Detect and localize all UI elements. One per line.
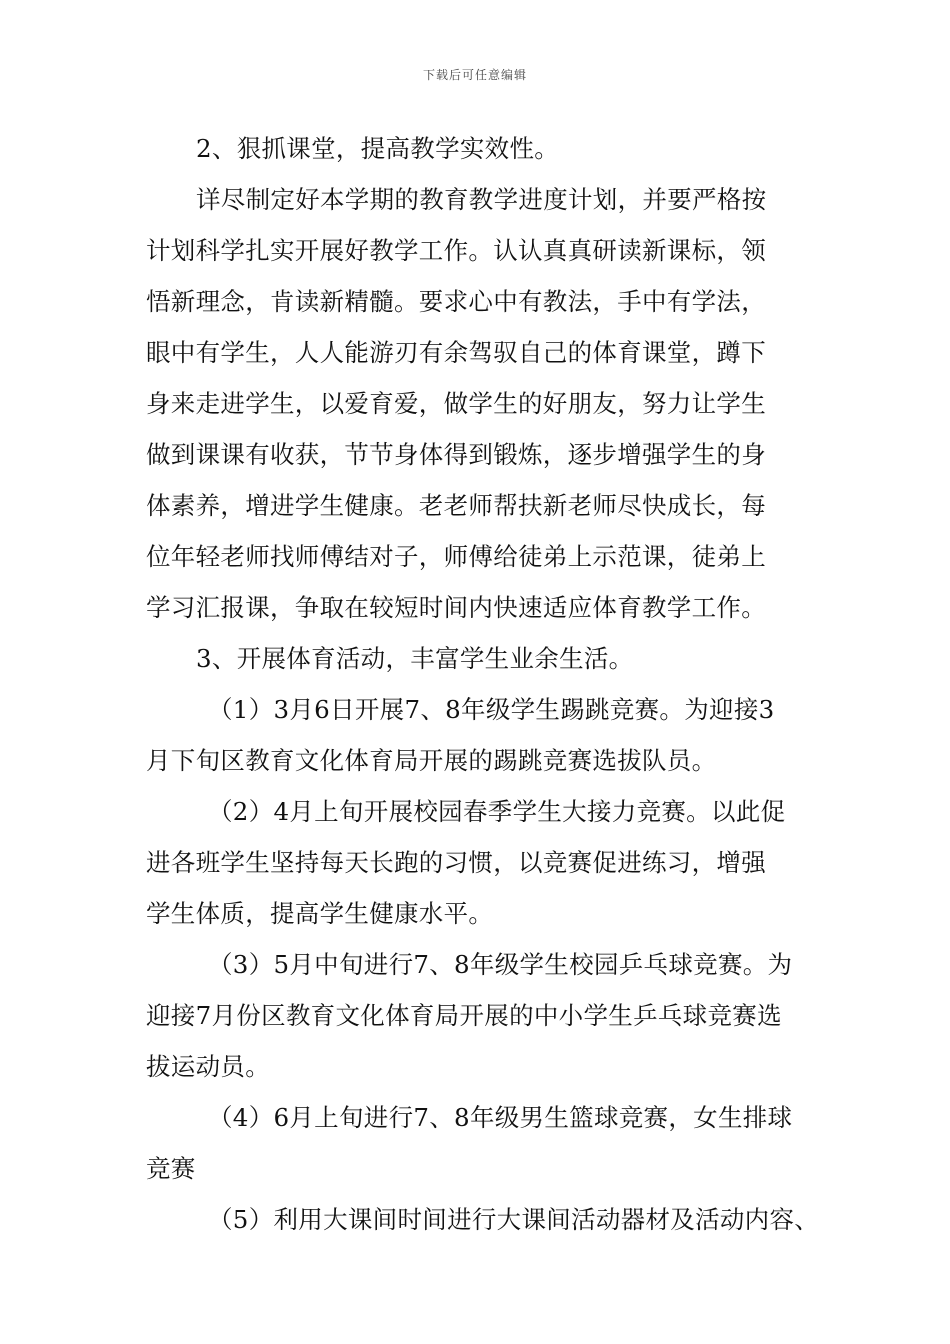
- paragraph-line: 详尽制定好本学期的教育教学进度计划，并要严格按: [196, 185, 767, 214]
- list-item-continuation: 学生体质，提高学生健康水平。: [146, 899, 494, 928]
- list-item-continuation: 拔运动员。: [146, 1052, 270, 1081]
- page-header: 下载后可任意编辑: [422, 68, 527, 82]
- list-item-continuation: 月下旬区教育文化体育局开展的踢跳竞赛选拔队员。: [146, 746, 717, 775]
- list-item-1: （1）3月6日开展7、8年级学生踢跳竞赛。为迎接3: [208, 695, 775, 724]
- section-heading-3: 3、开展体育活动，丰富学生业余生活。: [196, 644, 634, 673]
- paragraph-line: 悟新理念，肯读新精髓。要求心中有教法，手中有学法，: [146, 287, 766, 316]
- paragraph-line: 眼中有学生，人人能游刃有余驾驭自己的体育课堂，蹲下: [146, 338, 766, 367]
- list-item-2: （2）4月上旬开展校园春季学生大接力竞赛。以此促: [208, 797, 786, 826]
- section-heading-2: 2、狠抓课堂，提高教学实效性。: [196, 134, 560, 163]
- list-item-5: （5）利用大课间时间进行大课间活动器材及活动内容、: [208, 1205, 820, 1234]
- paragraph-line: 学习汇报课，争取在较短时间内快速适应体育教学工作。: [146, 593, 766, 622]
- list-item-4: （4）6月上旬进行7、8年级男生篮球竞赛，女生排球: [208, 1103, 793, 1132]
- paragraph-line: 做到课课有收获，节节身体得到锻炼，逐步增强学生的身: [146, 440, 766, 469]
- paragraph-line: 体素养，增进学生健康。老老师帮扶新老师尽快成长，每: [146, 491, 766, 520]
- paragraph-line: 身来走进学生，以爱育爱，做学生的好朋友，努力让学生: [146, 389, 766, 418]
- paragraph-line: 计划科学扎实开展好教学工作。认认真真研读新课标，领: [146, 236, 766, 265]
- list-item-continuation: 进各班学生坚持每天长跑的习惯，以竞赛促进练习，增强: [146, 848, 766, 877]
- list-item-continuation: 竞赛: [146, 1154, 196, 1183]
- document-body: [146, 126, 826, 1248]
- list-item-continuation: 迎接7月份区教育文化体育局开展的中小学生乒乓球竞赛选: [146, 1001, 782, 1030]
- list-item-3: （3）5月中旬进行7、8年级学生校园乒乓球竞赛。为: [208, 950, 793, 979]
- paragraph-line: 位年轻老师找师傅结对子，师傅给徒弟上示范课，徒弟上: [146, 542, 766, 571]
